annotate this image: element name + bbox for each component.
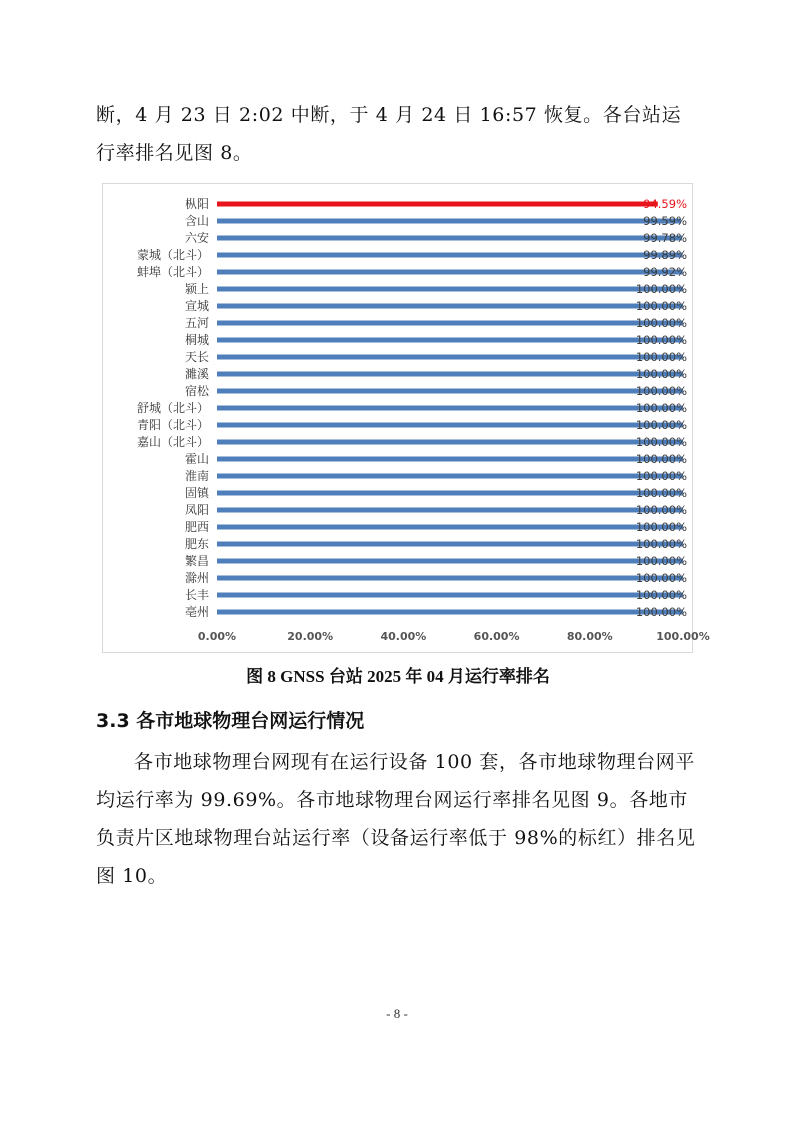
data-label: 100.00% xyxy=(635,588,687,602)
category-label: 濉溪 xyxy=(184,367,209,381)
data-label: 100.00% xyxy=(635,299,687,313)
category-label: 天长 xyxy=(184,350,209,364)
data-label: 100.00% xyxy=(635,384,687,398)
data-label: 99.78% xyxy=(643,231,687,245)
category-label: 肥西 xyxy=(184,520,209,534)
category-label: 宣城 xyxy=(184,299,209,313)
bar xyxy=(217,355,683,360)
bar xyxy=(217,219,681,224)
gnss-ranking-chart xyxy=(102,183,710,653)
section-heading: 3.3 各市地球物理台网运行情况 xyxy=(96,710,365,732)
category-label: 五河 xyxy=(184,316,209,330)
bar xyxy=(217,610,683,615)
data-label: 100.00% xyxy=(635,605,687,619)
data-label: 100.00% xyxy=(635,571,687,585)
bar-chart-svg xyxy=(103,184,710,652)
data-label: 100.00% xyxy=(635,520,687,534)
category-label: 舒城（北斗） xyxy=(136,401,209,415)
category-label: 青阳（北斗） xyxy=(136,418,209,432)
bar xyxy=(217,423,683,428)
data-label: 100.00% xyxy=(635,418,687,432)
category-label: 固镇 xyxy=(184,486,209,500)
category-label: 嘉山（北斗） xyxy=(136,435,209,449)
category-label: 桐城 xyxy=(184,333,209,347)
figure-caption: 图 8 GNSS 台站 2025 年 04 月运行率排名 xyxy=(246,667,550,686)
bar xyxy=(217,321,683,326)
category-label: 蒙城（北斗） xyxy=(136,248,209,262)
bar xyxy=(217,406,683,411)
bar xyxy=(217,559,683,564)
data-label: 100.00% xyxy=(635,401,687,415)
x-tick-label: 40.00% xyxy=(380,630,427,643)
bar xyxy=(217,304,683,309)
x-tick-label: 80.00% xyxy=(566,630,613,643)
body-paragraph: 各市地球物理台网现有在运行设备 100 套，各市地球物理台网平均运行率为 99.69%。各市地球物理台网运行率排名见图 9。各地市负责片区地球物理台站运行率（设备运行率低于 98%的标红）排名见图 10。 xyxy=(96,751,696,887)
page-number: - 8 - xyxy=(386,1006,408,1021)
category-label: 霍山 xyxy=(184,452,209,466)
category-label: 六安 xyxy=(184,231,209,245)
data-label: 100.00% xyxy=(635,367,687,381)
bar xyxy=(217,372,683,377)
category-label: 枞阳 xyxy=(184,197,209,211)
category-label: 宿松 xyxy=(184,384,209,398)
bar xyxy=(217,457,683,462)
category-label: 亳州 xyxy=(184,605,209,619)
paragraph-continuation: 断，4 月 23 日 2:02 中断，于 4 月 24 日 16:57 恢复。各台站运行率排名见图 8。 xyxy=(96,104,682,164)
bar xyxy=(217,253,682,258)
data-label: 99.59% xyxy=(643,214,687,228)
data-label: 99.92% xyxy=(643,265,687,279)
bar xyxy=(217,287,683,292)
data-label: 100.00% xyxy=(635,537,687,551)
data-label: 100.00% xyxy=(635,469,687,483)
data-label: 100.00% xyxy=(635,316,687,330)
category-label: 含山 xyxy=(184,214,209,228)
data-label: 100.00% xyxy=(635,503,687,517)
bar xyxy=(217,270,683,275)
data-label: 94.59% xyxy=(643,197,687,211)
bar xyxy=(217,525,683,530)
bar xyxy=(217,338,683,343)
category-label: 长丰 xyxy=(184,588,209,602)
category-label: 滁州 xyxy=(184,571,209,585)
bar xyxy=(217,202,658,207)
data-label: 100.00% xyxy=(635,333,687,347)
category-label: 凤阳 xyxy=(184,503,209,517)
x-tick-label: 60.00% xyxy=(473,630,520,643)
x-tick-label: 100.00% xyxy=(656,630,710,643)
data-label: 100.00% xyxy=(635,452,687,466)
bar xyxy=(217,593,683,598)
data-label: 100.00% xyxy=(635,554,687,568)
x-tick-label: 0.00% xyxy=(197,630,237,643)
category-label: 肥东 xyxy=(184,537,209,551)
data-label: 100.00% xyxy=(635,435,687,449)
data-label: 100.00% xyxy=(635,486,687,500)
category-label: 淮南 xyxy=(184,469,209,483)
data-label: 99.89% xyxy=(643,248,687,262)
bar xyxy=(217,440,683,445)
bar xyxy=(217,389,683,394)
bar xyxy=(217,542,683,547)
bar xyxy=(217,474,683,479)
category-label: 颍上 xyxy=(184,282,209,296)
category-label: 繁昌 xyxy=(184,554,209,568)
category-label: 蚌埠（北斗） xyxy=(136,265,209,279)
bar xyxy=(217,508,683,513)
bar xyxy=(217,576,683,581)
x-tick-label: 20.00% xyxy=(287,630,334,643)
bar xyxy=(217,236,682,241)
data-label: 100.00% xyxy=(635,282,687,296)
data-label: 100.00% xyxy=(635,350,687,364)
bar xyxy=(217,491,683,496)
